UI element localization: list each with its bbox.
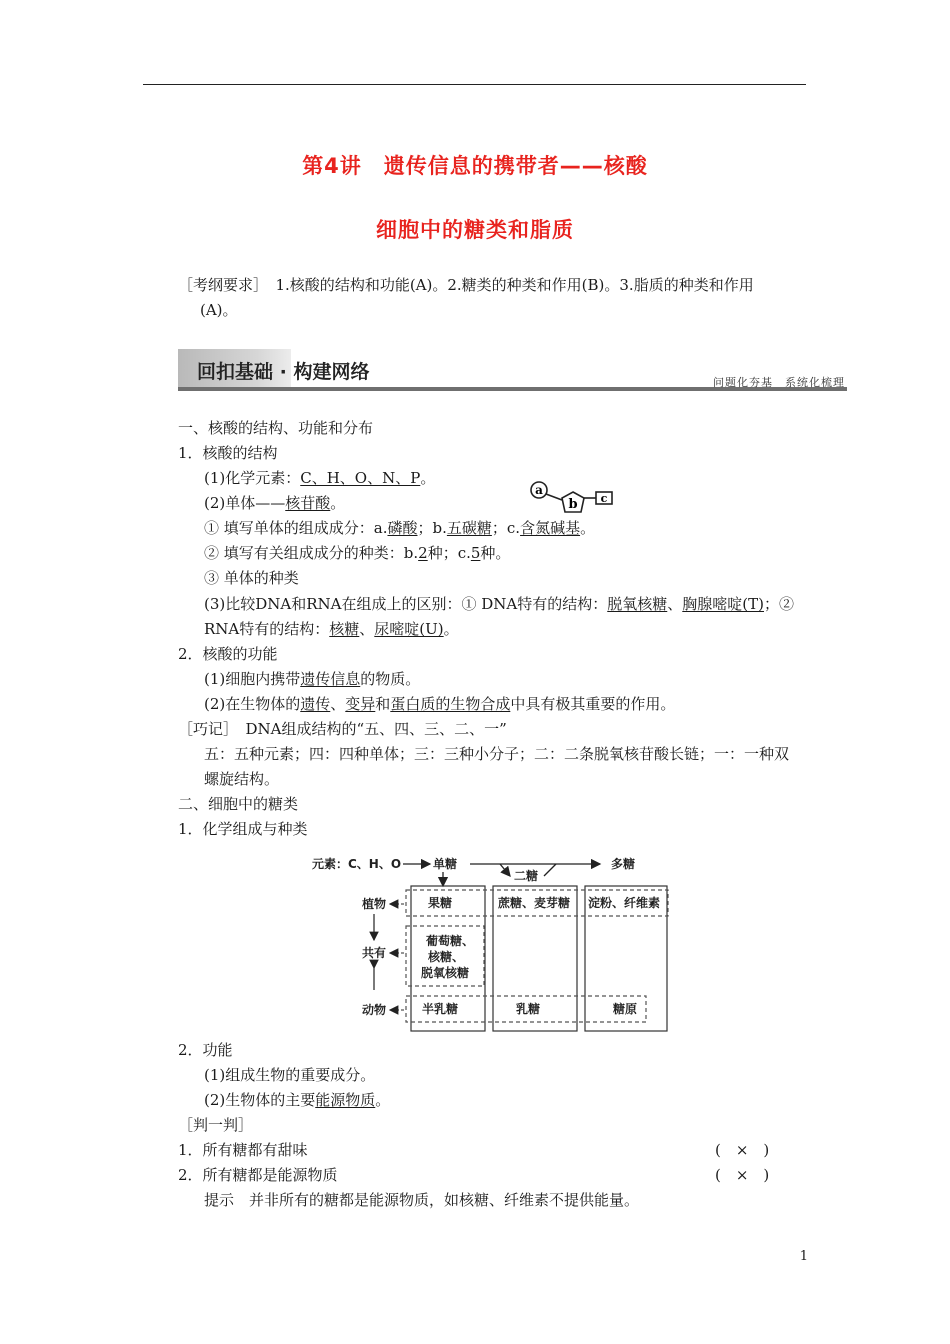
nucleotide-b: b: [568, 497, 578, 512]
diagram-sucrose-maltose: 蔗糖、麦芽糖: [498, 896, 571, 910]
s1-composition-heading: 1．化学组成与种类: [178, 820, 308, 838]
sugar-func1: (1)组成生物的重要成分。: [204, 1066, 376, 1084]
blank-phosphate: 磷酸: [387, 519, 418, 537]
blank-uracil: 尿嘧啶(U): [374, 620, 444, 638]
page-title: 第4讲 遗传信息的携带者——核酸: [302, 154, 648, 178]
blank-ribose: 核糖: [329, 620, 360, 638]
judge2: 2．所有糖都是能源物质: [178, 1166, 338, 1184]
diagram-glucose: 葡萄糖、: [426, 934, 475, 948]
section2-heading: 二、细胞中的糖类: [178, 795, 299, 813]
memo-title: ［巧记］ DNA组成结构的“五、四、三、二、一”: [178, 720, 507, 738]
diagram-ribose: 核糖、: [428, 950, 465, 964]
diagram-lactose: 乳糖: [516, 1002, 541, 1016]
page-number: 1: [799, 1249, 808, 1264]
nucleotide-diagram: [526, 478, 618, 520]
blank-heredity: 遗传: [300, 695, 331, 713]
judge1-mark: ( × ): [715, 1141, 770, 1159]
blank-monomer: 核苷酸: [285, 494, 331, 512]
elements-line: (1)化学元素：C、H、O、N、P。: [204, 469, 436, 487]
func1-line: (1)细胞内携带遗传信息的物质。: [204, 670, 421, 688]
diagram-plant: 植物: [362, 897, 387, 911]
banner-title: 回扣基础 · 构建网络: [197, 361, 370, 383]
diagram-mono: 单糖: [433, 857, 458, 871]
nucleotide-a: a: [535, 483, 543, 497]
diagram-elements: 元素：C、H、O: [312, 857, 402, 871]
blank-elements: C、H、O、N、P: [300, 469, 421, 487]
diagram-fructose: 果糖: [428, 896, 453, 910]
blank-deoxyribose: 脱氧核糖: [607, 595, 668, 613]
exam-requirements-cont: (A)。: [200, 301, 238, 319]
judge1: 1．所有糖都有甜味: [178, 1141, 308, 1159]
func2-line: (2)在生物体的遗传、变异和蛋白质的生物合成中具有极其重要的作用。: [204, 695, 676, 713]
page-subtitle: 细胞中的糖类和脂质: [376, 218, 574, 242]
fill3-line: ③ 单体的种类: [204, 569, 299, 587]
monomer-line: (2)单体——核苷酸。: [204, 494, 346, 512]
blank-c-count: 5: [470, 544, 481, 562]
sugar-func2: (2)生物体的主要能源物质。: [204, 1091, 391, 1109]
diagram-common: 共有: [362, 946, 387, 960]
blank-protein-synthesis: 蛋白质的生物合成: [390, 695, 511, 713]
diagram-poly: 多糖: [611, 857, 636, 871]
diagram-deoxyribose: 脱氧核糖: [421, 966, 470, 980]
diagram-glycogen: 糖原: [613, 1002, 638, 1016]
s2-function-heading: 2．核酸的功能: [178, 645, 278, 663]
section-banner: [178, 349, 847, 393]
sugar-classification-diagram: [300, 850, 680, 1036]
memo-line1: 五：五种元素；四：四种单体；三：三种小分子；二：二条脱氧核苷酸长链；一：一种双: [204, 745, 790, 763]
section1-heading: 一、核酸的结构、功能和分布: [178, 419, 374, 437]
banner-subtitle: 问题化夯基 系统化梳理: [713, 376, 845, 389]
s1-structure-heading: 1．核酸的结构: [178, 444, 278, 462]
diagram-galactose: 半乳糖: [422, 1002, 459, 1016]
nucleotide-c: c: [600, 492, 608, 505]
memo-line2: 螺旋结构。: [204, 770, 280, 788]
blank-base: 含氮碱基: [520, 519, 581, 537]
blank-thymine: 胸腺嘧啶(T): [682, 595, 764, 613]
s2-function-heading: 2．功能: [178, 1041, 233, 1059]
blank-energy-source: 能源物质: [315, 1091, 376, 1109]
blank-variation: 变异: [345, 695, 376, 713]
diagram-starch-cellulose: 淀粉、纤维素: [588, 896, 661, 910]
judge2-mark: ( × ): [715, 1166, 770, 1184]
blank-pentose: 五碳糖: [446, 519, 492, 537]
blank-b-count: 2: [418, 544, 428, 562]
blank-genetic-info: 遗传信息: [300, 670, 361, 688]
diagram-animal: 动物: [362, 1003, 387, 1017]
header-rule: [143, 84, 806, 85]
exam-requirements: ［考纲要求］ 1.核酸的结构和功能(A)。2.糖类的种类和作用(B)。3.脂质的种类和作用: [178, 276, 754, 294]
compare-line: (3)比较DNA和RNA在组成上的区别：① DNA特有的结构：脱氧核糖、胸腺嘧啶(T)；②: [204, 595, 795, 613]
hint: 提示 并非所有的糖都是能源物质，如核糖、纤维素不提供能量。: [204, 1191, 640, 1209]
rna-line: RNA特有的结构：核糖、尿嘧啶(U)。: [204, 620, 459, 638]
diagram-di: 二糖: [514, 869, 539, 883]
fill2-line: ② 填写有关组成成分的种类：b.2种；c.5种。: [204, 544, 511, 562]
judge-title: ［判一判］: [178, 1116, 254, 1134]
fill1-line: ① 填写单体的组成成分：a.磷酸；b.五碳糖；c.含氮碱基。: [204, 519, 596, 537]
